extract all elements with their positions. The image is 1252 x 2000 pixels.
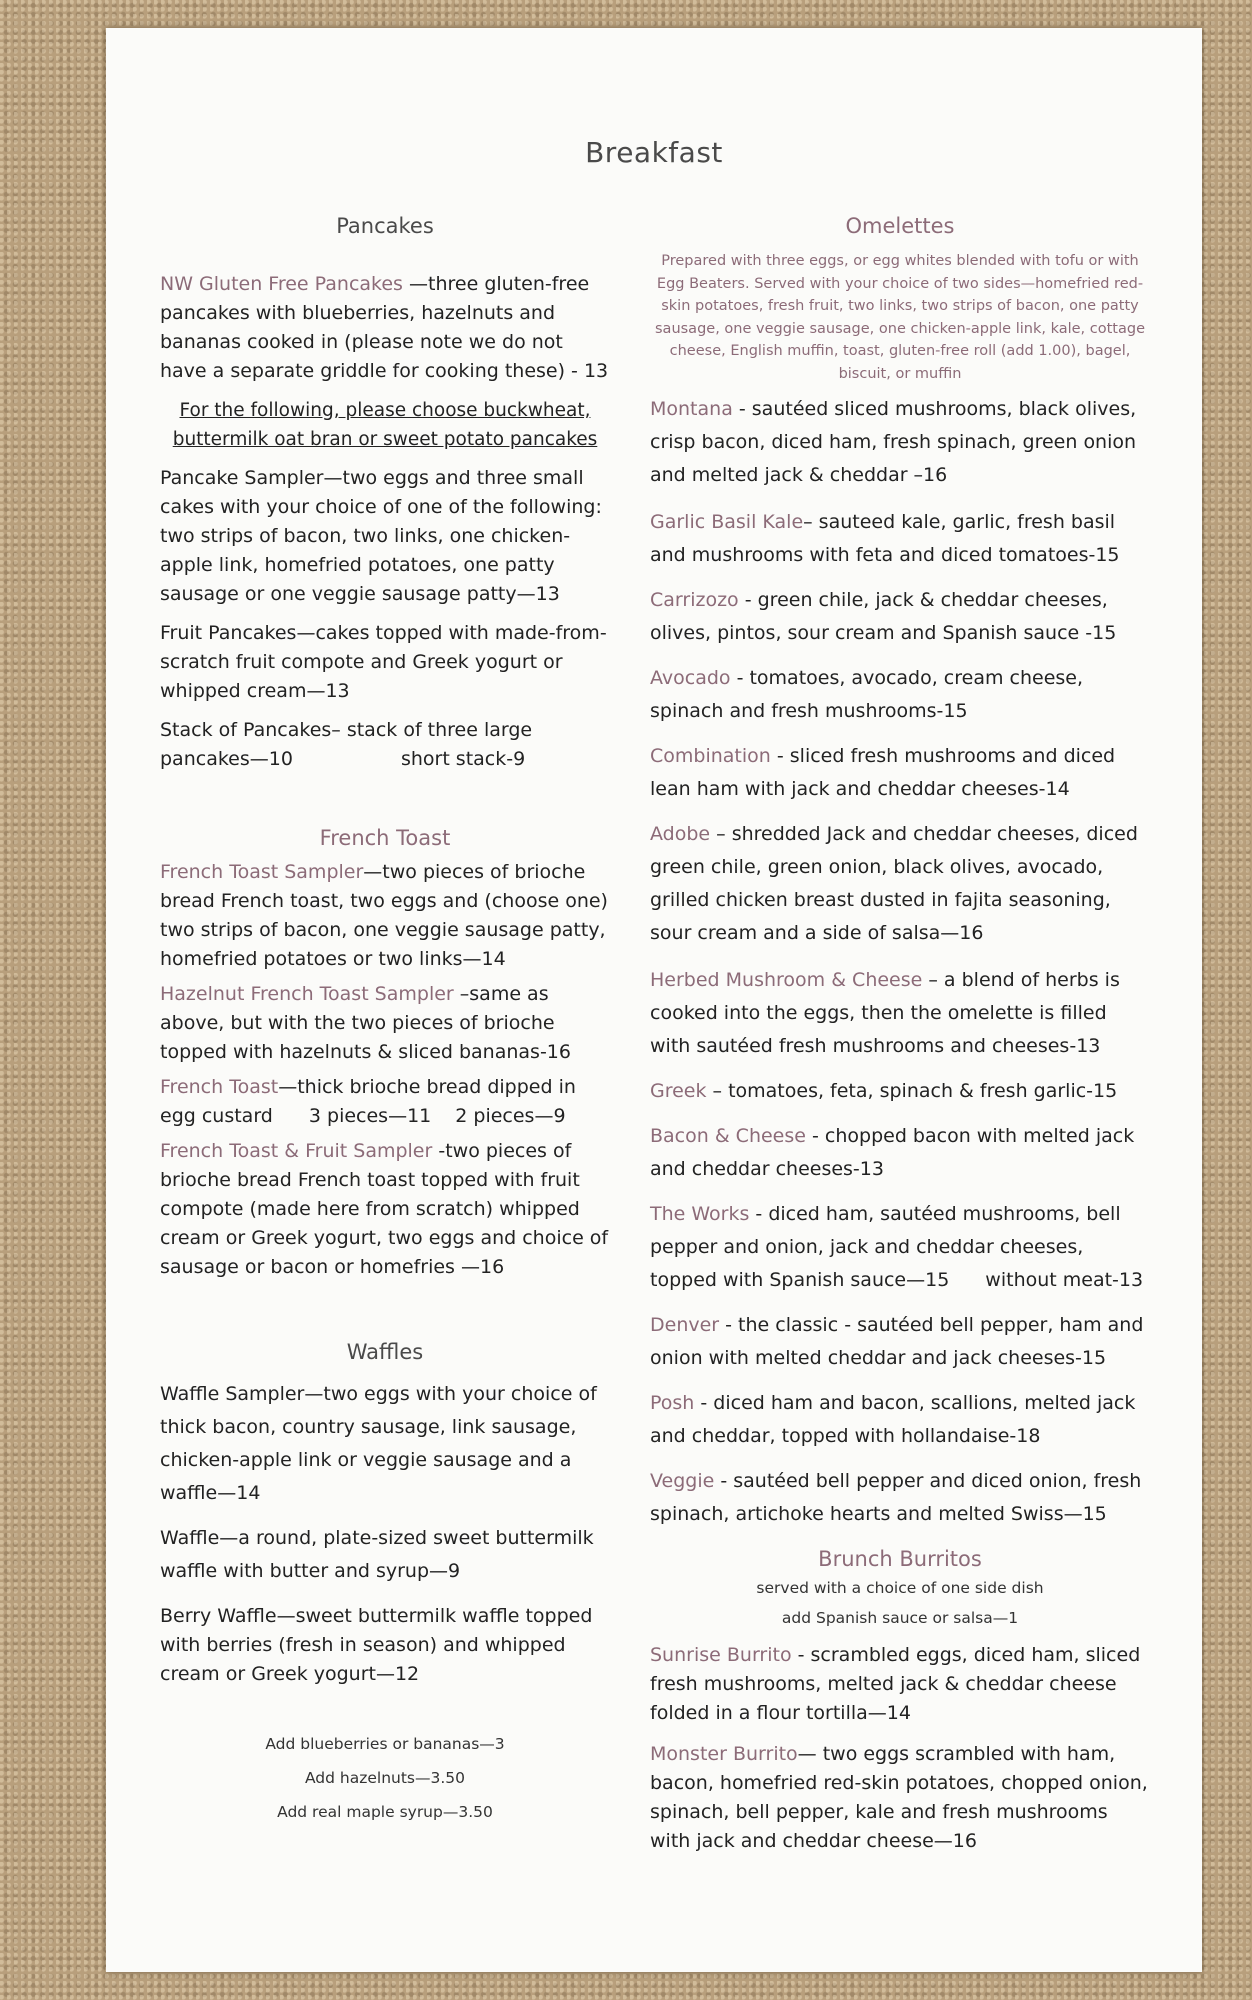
item-desc: —a round, plate-sized sweet buttermilk waffle with butter and syrup—9	[160, 1527, 594, 1582]
item-desc: —sweet buttermilk waffle topped with berries (fresh in season) and whipped cream or Greek yogurt—12	[160, 1605, 593, 1685]
menu-item	[160, 619, 610, 706]
menu-item	[160, 464, 610, 609]
menu-item	[160, 1378, 610, 1510]
item-name: French Toast	[160, 1076, 279, 1098]
item-name: Fruit Pancakes	[160, 622, 297, 644]
burritos-note: served with a choice of one side dish	[756, 1579, 1044, 1597]
item-name: Veggie	[650, 1470, 715, 1492]
item-desc: – stack of three large pancakes—10	[160, 719, 533, 770]
menu-item	[650, 1465, 1150, 1531]
menu-item	[650, 1387, 1150, 1453]
item-desc: - scrambled eggs, diced ham, sliced fresh mushrooms, melted jack & cheddar cheese folded in a flour tortilla—14	[650, 1644, 1141, 1724]
item-name: Carrizozo	[650, 589, 739, 611]
omelettes-intro: Prepared with three eggs, or egg whites blended with tofu or with Egg Beaters. Served with your choice of two sides—homefried red-skin potatoes, fresh fruit, two links, two strips of bacon, one patty sausage, one veggie sausage, one chicken-apple link, kale, cottage cheese, English muffin, toast, gluten-free roll (add 1.00), bagel, biscuit, or muffin	[655, 253, 1145, 382]
item-desc: — two eggs scrambled with ham, bacon, homefried red-skin potatoes, chopped onion, spinach, bell pepper, kale and fresh mushrooms with jack and cheddar cheese—16	[650, 1743, 1148, 1852]
addon-line: Add hazelnuts—3.50	[304, 1769, 466, 1787]
menu-item	[650, 964, 1150, 1063]
item-price-short: short stack-9	[400, 748, 526, 770]
item-name: Posh	[650, 1392, 695, 1414]
item-name: Stack of Pancakes	[160, 719, 332, 741]
burritos-heading: Brunch Burritos	[818, 1547, 982, 1571]
right-column	[650, 206, 1150, 1856]
french-toast-heading: French Toast	[319, 826, 451, 850]
item-name: Monster Burrito	[650, 1743, 798, 1765]
pancake-choice-note: For the following, please choose buckwheat, buttermilk oat bran or sweet potato pancakes	[172, 400, 598, 450]
item-desc: – shredded Jack and cheddar cheeses, diced green chile, green onion, black olives, avocado, grilled chicken breast dusted in fajita seasoning, sour cream and a side of salsa—16	[650, 823, 1138, 944]
menu-item	[650, 818, 1150, 950]
menu-item	[650, 740, 1150, 806]
item-desc: – tomatoes, feta, spinach & fresh garlic-15	[706, 1080, 1118, 1102]
menu-item	[650, 1309, 1150, 1375]
item-desc: - sautéed bell pepper and diced onion, fresh spinach, artichoke hearts and melted Swiss—15	[650, 1470, 1142, 1525]
menu-item	[650, 1120, 1150, 1186]
item-desc: – sauteed kale, garlic, fresh basil and mushrooms with feta and diced tomatoes-15	[650, 511, 1120, 566]
waffles-heading: Waffles	[346, 1340, 424, 1364]
item-name: Avocado	[650, 667, 731, 689]
item-desc: -two pieces of brioche bread French toast topped with fruit compote (made here from scratch) whipped cream or Greek yogurt, two eggs and choice of sausage or bacon or homefries —16	[160, 1140, 609, 1278]
item-desc: – a blend of herbs is cooked into the eggs, then the omelette is filled with sautéed fresh mushrooms and cheeses-13	[650, 969, 1120, 1057]
item-name: French Toast & Fruit Sampler	[160, 1140, 433, 1162]
item-name: Denver	[650, 1314, 720, 1336]
item-name: Garlic Basil Kale	[650, 511, 804, 533]
item-name: Combination	[650, 745, 771, 767]
menu-item	[160, 1137, 610, 1282]
menu-item	[650, 584, 1150, 650]
addon-line: Add blueberries or bananas—3	[265, 1735, 505, 1753]
menu-item	[650, 393, 1150, 492]
menu-item	[160, 1602, 610, 1689]
menu-page	[106, 28, 1202, 1972]
item-name: French Toast Sampler	[160, 861, 364, 883]
item-desc: - green chile, jack & cheddar cheeses, olives, pintos, sour cream and Spanish sauce -15	[650, 589, 1117, 644]
item-name: Waffle Sampler	[160, 1383, 305, 1405]
menu-item	[160, 1522, 610, 1588]
page-title: Breakfast	[585, 136, 723, 169]
menu-item	[160, 1073, 610, 1131]
item-name: Pancake Sampler	[160, 467, 324, 489]
item-name: Adobe	[650, 823, 711, 845]
menu-item	[650, 1075, 1150, 1108]
waffle-addons	[160, 1727, 610, 1829]
item-name: Herbed Mushroom & Cheese	[650, 969, 923, 991]
item-name: Montana	[650, 398, 733, 420]
item-desc: - the classic - sautéed bell pepper, ham and onion with melted cheddar and jack cheeses-15	[650, 1314, 1144, 1369]
item-desc: —three gluten-free pancakes with blueberries, hazelnuts and bananas cooked in (please note we do not have a separate griddle for cooking these) - 13	[160, 273, 609, 382]
menu-item	[160, 858, 610, 974]
left-column	[160, 206, 610, 1829]
item-desc: —two eggs with your choice of thick bacon, country sausage, link sausage, chicken-apple link or veggie sausage and a waffle—14	[160, 1383, 597, 1504]
item-desc: —thick brioche bread dipped in egg custard	[160, 1076, 576, 1127]
item-name: Sunrise Burrito	[650, 1644, 792, 1666]
item-desc: —cakes topped with made-from-scratch fruit compote and Greek yogurt or whipped cream—13	[160, 622, 607, 702]
menu-item	[160, 716, 610, 774]
burritos-addon: add Spanish sauce or salsa—1	[781, 1609, 1019, 1627]
pancakes-heading: Pancakes	[336, 214, 434, 238]
item-name: Berry Waffle	[160, 1605, 277, 1627]
item-desc: - diced ham and bacon, scallions, melted jack and cheddar, topped with hollandaise-18	[650, 1392, 1136, 1447]
item-desc: —two eggs and three small cakes with your choice of one of the following: two strips of bacon, two links, one chicken-apple link, homefried potatoes, one patty sausage or one veggie sausage patty—13	[160, 467, 602, 605]
item-desc: - sliced fresh mushrooms and diced lean ham with jack and cheddar cheeses-14	[650, 745, 1116, 800]
item-price: 2 pieces—9	[455, 1105, 566, 1127]
item-desc: —two pieces of brioche bread French toast, two eggs and (choose one) two strips of bacon, one veggie sausage patty, homefried potatoes or two links—14	[160, 861, 608, 970]
menu-item	[650, 1740, 1150, 1856]
item-desc: - chopped bacon with melted jack and cheddar cheeses-13	[650, 1125, 1135, 1180]
item-name: Greek	[650, 1080, 707, 1102]
menu-item	[160, 980, 610, 1067]
item-price: 3 pieces—11	[308, 1105, 432, 1127]
item-name: NW Gluten Free Pancakes	[160, 273, 403, 295]
item-desc: - diced ham, sautéed mushrooms, bell pepper and onion, jack and cheddar cheeses, topped with Spanish sauce—15	[650, 1203, 1121, 1291]
item-desc: - sautéed sliced mushrooms, black olives, crisp bacon, diced ham, fresh spinach, green onion and melted jack & cheddar –16	[650, 398, 1137, 486]
menu-item	[650, 662, 1150, 728]
item-desc: –same as above, but with the two pieces of brioche topped with hazelnuts & sliced bananas-16	[160, 983, 571, 1063]
item-price-alt: without meat-13	[985, 1269, 1144, 1291]
menu-item	[650, 1198, 1150, 1297]
item-desc: - tomatoes, avocado, cream cheese, spinach and fresh mushrooms-15	[650, 667, 1084, 722]
item-name: Bacon & Cheese	[650, 1125, 806, 1147]
item-name: Hazelnut French Toast Sampler	[160, 983, 454, 1005]
menu-item	[650, 506, 1150, 572]
menu-item	[650, 1641, 1150, 1728]
item-name: The Works	[650, 1203, 750, 1225]
item-name: Waffle	[160, 1527, 220, 1549]
menu-item	[160, 270, 610, 386]
addon-line: Add real maple syrup—3.50	[277, 1803, 493, 1821]
omelettes-heading: Omelettes	[845, 214, 955, 238]
